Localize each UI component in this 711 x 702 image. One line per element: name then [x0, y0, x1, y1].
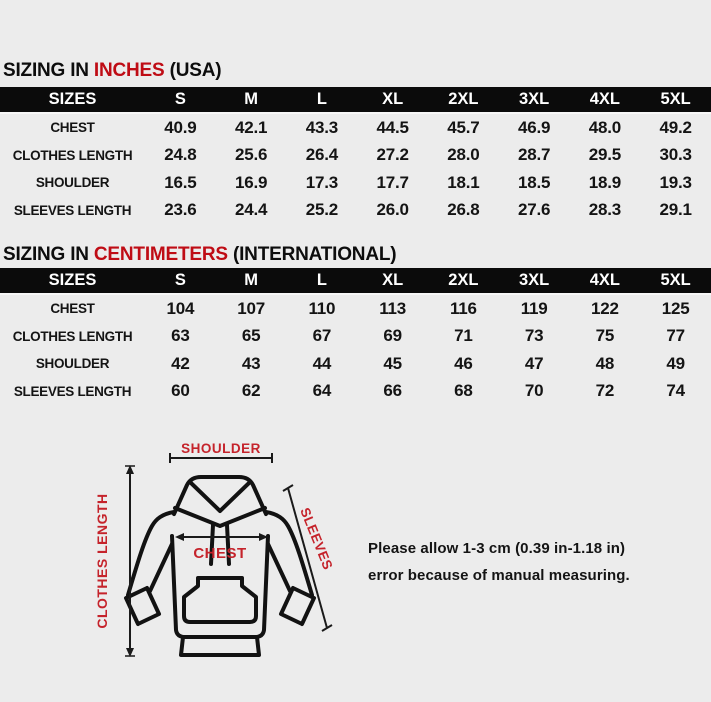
table-header-cell: 2XL [428, 268, 499, 295]
table-header-cell: XL [357, 268, 428, 295]
title-prefix: SIZING IN [3, 60, 94, 81]
size-value-cell: 49 [666, 353, 685, 373]
size-value-cell: 46 [454, 353, 473, 373]
size-value-cell: 43.3 [305, 117, 339, 137]
hoodie-size-diagram [50, 424, 350, 700]
table-header-cell: L [287, 268, 358, 295]
size-value-cell: 45 [383, 353, 402, 373]
row-label: SHOULDER [35, 356, 110, 372]
size-value-cell: 71 [454, 326, 473, 346]
size-value-cell: 68 [454, 381, 473, 401]
size-value-cell: 107 [237, 298, 265, 318]
sizing-cm-title [3, 244, 396, 266]
size-value-cell: 66 [383, 381, 402, 401]
size-value-cell: 69 [383, 326, 402, 346]
size-value-cell: 26.8 [447, 200, 480, 220]
table-header-cell: XL [357, 87, 428, 114]
chest-label: CHEST [193, 545, 247, 562]
row-label: CHEST [50, 120, 95, 136]
size-value-cell: 18.9 [588, 172, 622, 192]
size-value-cell: 40.9 [164, 117, 197, 137]
row-label: CLOTHES LENGTH [12, 328, 133, 344]
size-value-cell: 42 [171, 353, 190, 373]
row-label: SLEEVES LENGTH [13, 383, 132, 399]
note-line-1: Please allow 1-3 cm (0.39 in-1.18 in) [368, 540, 626, 557]
size-value-cell: 46.9 [517, 117, 551, 137]
table-header-cell: SIZES [0, 87, 145, 114]
size-value-cell: 110 [308, 298, 336, 318]
size-value-cell: 26.0 [376, 200, 409, 220]
row-label: CLOTHES LENGTH [12, 147, 133, 163]
table-header-cell: M [216, 87, 287, 114]
size-value-cell: 67 [312, 326, 332, 346]
sizing-table-inches [0, 87, 711, 224]
size-value-cell: 73 [524, 326, 544, 346]
table-header-cell: 4XL [570, 87, 641, 114]
hoodie-outline-icon [126, 477, 314, 655]
size-value-cell: 17.7 [376, 172, 409, 192]
size-value-cell: 29.5 [588, 145, 622, 165]
size-value-cell: 27.6 [517, 200, 551, 220]
size-value-cell: 48.0 [588, 117, 622, 137]
size-value-cell: 25.6 [234, 145, 268, 165]
size-value-cell: 64 [312, 381, 332, 401]
row-label: SLEEVES LENGTH [13, 202, 132, 218]
table-header-cell: S [145, 268, 216, 295]
size-value-cell: 125 [661, 298, 690, 318]
size-value-cell: 62 [241, 381, 261, 401]
size-value-cell: 26.4 [305, 145, 339, 165]
table-header-cell: 5XL [640, 87, 711, 114]
size-value-cell: 60 [171, 381, 190, 401]
size-value-cell: 25.2 [305, 200, 339, 220]
title-suffix: (INTERNATIONAL) [227, 244, 397, 265]
table-header-cell: L [287, 87, 358, 114]
sizing-table-cm [0, 268, 711, 405]
size-value-cell: 63 [171, 326, 190, 346]
table-header-cell: S [145, 87, 216, 114]
table-header-cell: 4XL [570, 268, 641, 295]
size-value-cell: 23.6 [164, 200, 197, 220]
size-value-cell: 49.2 [659, 117, 692, 137]
title-unit: CENTIMETERS [93, 244, 228, 265]
size-value-cell: 19.3 [659, 172, 692, 192]
title-prefix: SIZING IN [3, 244, 94, 265]
size-value-cell: 30.3 [659, 145, 692, 165]
size-value-cell: 75 [595, 326, 615, 346]
table-header-cell: 3XL [499, 268, 570, 295]
note-line-2: error because of manual measuring. [368, 567, 630, 584]
table-header-cell: 5XL [640, 268, 711, 295]
row-label: SHOULDER [35, 175, 110, 191]
size-value-cell: 28.7 [517, 145, 551, 165]
table-header-cell: 2XL [428, 87, 499, 114]
size-value-cell: 70 [524, 381, 544, 401]
size-value-cell: 24.4 [234, 200, 268, 220]
clothes-length-measure-line [125, 465, 135, 657]
size-value-cell: 48 [595, 353, 615, 373]
sizing-inches-title [3, 60, 221, 82]
size-value-cell: 77 [666, 326, 685, 346]
size-value-cell: 27.2 [376, 145, 409, 165]
size-value-cell: 72 [595, 381, 615, 401]
size-value-cell: 104 [166, 298, 195, 318]
size-value-cell: 16.5 [164, 172, 197, 192]
sleeves-label: SLEEVES [297, 505, 336, 573]
size-value-cell: 44 [312, 353, 332, 373]
size-value-cell: 74 [666, 381, 685, 401]
size-value-cell: 17.3 [305, 172, 339, 192]
size-value-cell: 18.1 [447, 172, 480, 192]
title-unit: INCHES [93, 60, 165, 81]
size-value-cell: 116 [449, 298, 477, 318]
table-header-cell: 3XL [499, 87, 570, 114]
size-value-cell: 119 [520, 298, 548, 318]
row-label: CHEST [50, 301, 95, 317]
measurement-note [368, 535, 630, 589]
table-header-cell: M [216, 268, 287, 295]
size-value-cell: 28.0 [447, 145, 480, 165]
size-value-cell: 18.5 [517, 172, 551, 192]
size-value-cell: 122 [590, 298, 619, 318]
size-value-cell: 42.1 [234, 117, 268, 137]
size-value-cell: 16.9 [234, 172, 268, 192]
size-value-cell: 45.7 [447, 117, 480, 137]
size-value-cell: 29.1 [659, 200, 692, 220]
clothes-length-label: CLOTHES LENGTH [94, 493, 110, 629]
shoulder-label: SHOULDER [181, 441, 261, 456]
size-value-cell: 24.8 [164, 145, 197, 165]
size-value-cell: 44.5 [376, 117, 409, 137]
size-value-cell: 65 [241, 326, 261, 346]
table-header-cell: SIZES [0, 268, 145, 295]
chest-measure-line [175, 533, 268, 541]
size-value-cell: 113 [379, 298, 407, 318]
size-value-cell: 43 [241, 353, 261, 373]
size-value-cell: 28.3 [588, 200, 622, 220]
size-value-cell: 47 [524, 353, 544, 373]
title-suffix: (USA) [164, 60, 222, 81]
